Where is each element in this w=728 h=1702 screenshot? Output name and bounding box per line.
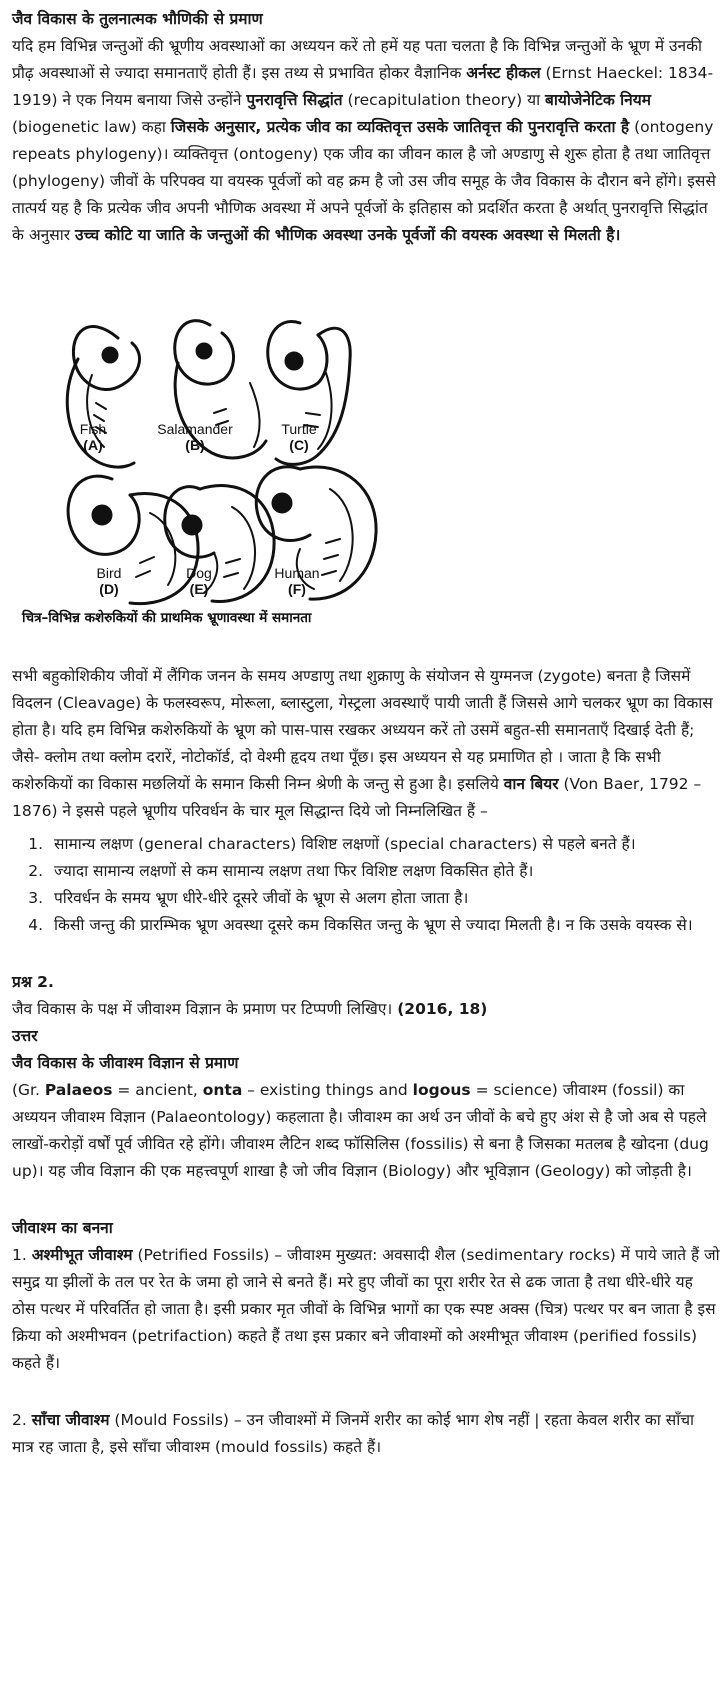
bold-text-run: साँचा जीवाश्म <box>31 1411 110 1429</box>
embryo-label-bird: Bird (D) <box>96 565 122 597</box>
question-label: प्रश्न 2. <box>12 973 54 991</box>
paragraph-petrified-fossils <box>12 1242 720 1377</box>
text-run: (Gr. <box>12 1081 45 1099</box>
embryo-label-human: Human (F) <box>274 565 320 597</box>
bold-text-run: अश्मीभूत जीवाश्म <box>31 1246 133 1264</box>
paragraph-palaeontology <box>12 1077 720 1185</box>
text-run: सभी बहुकोशिकीय जीवों में लैंगिक जनन के समय अण्डाणु तथा शुक्राणु के संयोजन से युग्मनज (zygote) बनता है जिसमें विदलन (Cleavage) के फलस्वरूप, मोरूला, ब्लास्टुला, गेस्ट्रला अवस्थाएँ पायी जाती हैं जिससे आगे चलकर भ्रूण का विकास होता है। यदि हम विभिन्न कशेरुकियों के भ्रूण को पास-पास रखकर अध्ययन करें तो उसमें बहुत-सी समानताएँ दिखाई देती हैं; जैसे- क्लोम तथा क्लोम दरारें, नोटोकॉर्ड, दो वेश्मी हृदय तथा पूँछ। इस अध्ययन से यह प्रमाणित हो । जाता है कि सभी कशेरुकियों का विकास मछलियों के समान किसी निम्न श्रेणी के जन्तु से हुआ है। इसलिये <box>12 667 713 793</box>
text-run: (recapitulation theory) या <box>342 91 546 109</box>
section-heading-comparative-embryology: जैव विकास के तुलनात्मक भौणिकी से प्रमाण <box>12 10 263 28</box>
section-heading-palaeontology: जैव विकास के जीवाश्म विज्ञान से प्रमाण <box>12 1054 239 1072</box>
list-item: 1. सामान्य लक्षण (general characters) विशिष्ट लक्षणों (special characters) से पहले बनते हैं। <box>48 831 720 858</box>
list-item: 3. परिवर्धन के समय भ्रूण धीरे-धीरे दूसरे जीवों के भ्रूण से अलग होता जाता है। <box>48 885 720 912</box>
bold-text-run: वान बियर <box>503 775 559 793</box>
figure-caption: चित्र–विभिन्न कशेरुकियों की प्राथमिक भ्रूणावस्था में समानता <box>22 610 312 626</box>
bold-text-run: अर्नस्ट हीकल <box>466 64 541 82</box>
section-heading-fossil-formation: जीवाश्म का बनना <box>12 1219 113 1237</box>
text-run: = science) जीवाश्म (fossil) का अध्ययन जीवाश्म विज्ञान (Palaeontology) कहलाता है। जीवाश्म का अर्थ उन जीवों के बचे हुए अंश से है जो अब से पहले लाखों-करोड़ों वर्षों पूर्व जीवित रहे होंगे। जीवाश्म लैटिन शब्द फॉसिलिस (fossilis) से बना है जिसका मतलब है खोदना (dug up)। यह जीव विज्ञान की एक महत्त्वपूर्ण शाखा है जो जीव विज्ञान (Biology) और भूविज्ञान (Geology) को जोड़ती है। <box>12 1081 709 1180</box>
bold-text-run: उच्च कोटि या जाति के जन्तुओं की भौणिक अवस्था उनके पूर्वजों की वयस्क अवस्था से मिलती है। <box>75 226 621 244</box>
paragraph-haeckel <box>12 33 720 249</box>
embryo-label-turtle: Turtle (C) <box>281 421 317 453</box>
text-run: (ontogeny repeats phylogeny)। व्यक्तिवृत्त (ontogeny) एक जीव का जीवन काल है जो अण्डाणु से शुरू होता है तथा जातिवृत्त (phylogeny) जीवों के परिपक्व या वयस्क पूर्वजों को वह क्रम है जो उस जीव समूह के जैव विकास के दौरान बने होंगे। इससे तात्पर्य यह है कि प्रत्येक जीव अपनी भौणिक अवस्था में अपने पूर्वजों के इतिहास को प्रदर्शित करता है अर्थात् पुनरावृत्ति सिद्धांत के अनुसार <box>12 118 716 244</box>
von-baer-principles-list <box>12 831 720 939</box>
text-run: यदि हम विभिन्न जन्तुओं की भ्रूणीय अवस्थाओं का अध्ययन करें तो हमें यह पता चलता है कि विभिन्न जन्तुओं के भ्रूण में उनकी प्रौढ़ अवस्थाओं से ज्यादा समानताएँ होती हैं। इस तथ्य से प्रभावित होकर वैज्ञानिक <box>12 37 703 82</box>
question-body: जैव विकास के पक्ष में जीवाश्म विज्ञान के प्रमाण पर टिप्पणी लिखिए। <box>12 1000 393 1018</box>
bold-text-run: बायोजेनेटिक नियम <box>545 91 652 109</box>
bold-text-run: logous <box>412 1081 471 1099</box>
bold-text-run: पुनरावृत्ति सिद्धांत <box>246 91 343 109</box>
text-run: (biogenetic law) कहा <box>12 118 171 136</box>
embryo-label-salamander: Salamander (B) <box>157 421 233 453</box>
bold-text-run: onta <box>202 1081 243 1099</box>
bold-text-run: Palaeos <box>44 1081 113 1099</box>
question-years: (2016, 18) <box>397 1000 488 1018</box>
text-run: (Mould Fossils) – उन जीवाश्मों में जिनमें शरीर का कोई भाग शेष नहीं | रहता केवल शरीर का साँचा मात्र रह जाता है, इसे साँचा जीवाश्म (mould fossils) कहते हैं। <box>12 1411 695 1456</box>
embryo-figure <box>0 263 728 633</box>
embryo-label-fish: Fish (A) <box>79 421 107 453</box>
answer-label: उत्तर <box>12 1027 38 1045</box>
bold-text-run: जिसके अनुसार, प्रत्येक जीव का व्यक्तिवृत्त उसके जातिवृत्त की पुनरावृत्ति करता है <box>170 118 630 136</box>
text-run: (Ernst Haeckel: 1834-1919) ने एक नियम बनाया जिसे उन्होंने <box>12 64 714 109</box>
text-run: 2. <box>12 1411 32 1429</box>
paragraph-von-baer <box>12 663 720 825</box>
text-run: = ancient, <box>112 1081 203 1099</box>
question-text <box>12 996 720 1023</box>
text-run: – existing things and <box>242 1081 413 1099</box>
list-item: 4. किसी जन्तु की प्रारम्भिक भ्रूण अवस्था दूसरे कम विकसित जन्तु के भ्रूण से ज्यादा मिलती है। न कि उसके वयस्क से। <box>48 912 720 939</box>
text-run: (Petrified Fossils) – जीवाश्म मुख्यत: अवसादी शैल (sedimentary rocks) में पाये जाते हैं जो समुद्र या झीलों के तल पर रेत के जमा हो जाने से बनते हैं। मरे हुए जीवों का पूरा शरीर रेत से ढक जाता है तथा धीरे-धीरे यह ठोस पत्थर में परिवर्तित हो जाता है। इसी प्रकार मृत जीवों के विभिन्न भागों का एक स्पष्ट अक्स (चित्र) पत्थर पर बन जाता है इस क्रिया को अश्मीभवन (petrifaction) कहते हैं तथा इस प्रकार बने जीवाश्मों को अश्मीभूत जीवाश्म (perified fossils) कहते हैं। <box>12 1246 720 1372</box>
text-run: (Von Baer, 1792 – 1876) ने इससे पहले भ्रूणीय परिवर्धन के चार मूल सिद्धान्त दिये जो निम्नलिखित हैं – <box>12 775 702 820</box>
paragraph-mould-fossils <box>12 1407 720 1461</box>
list-item: 2. ज्यादा सामान्य लक्षणों से कम सामान्य लक्षण तथा फिर विशिष्ट लक्षण विकसित होते हैं। <box>48 858 720 885</box>
embryo-label-dog: Dog (E) <box>186 565 212 597</box>
text-run: 1. <box>12 1246 32 1264</box>
